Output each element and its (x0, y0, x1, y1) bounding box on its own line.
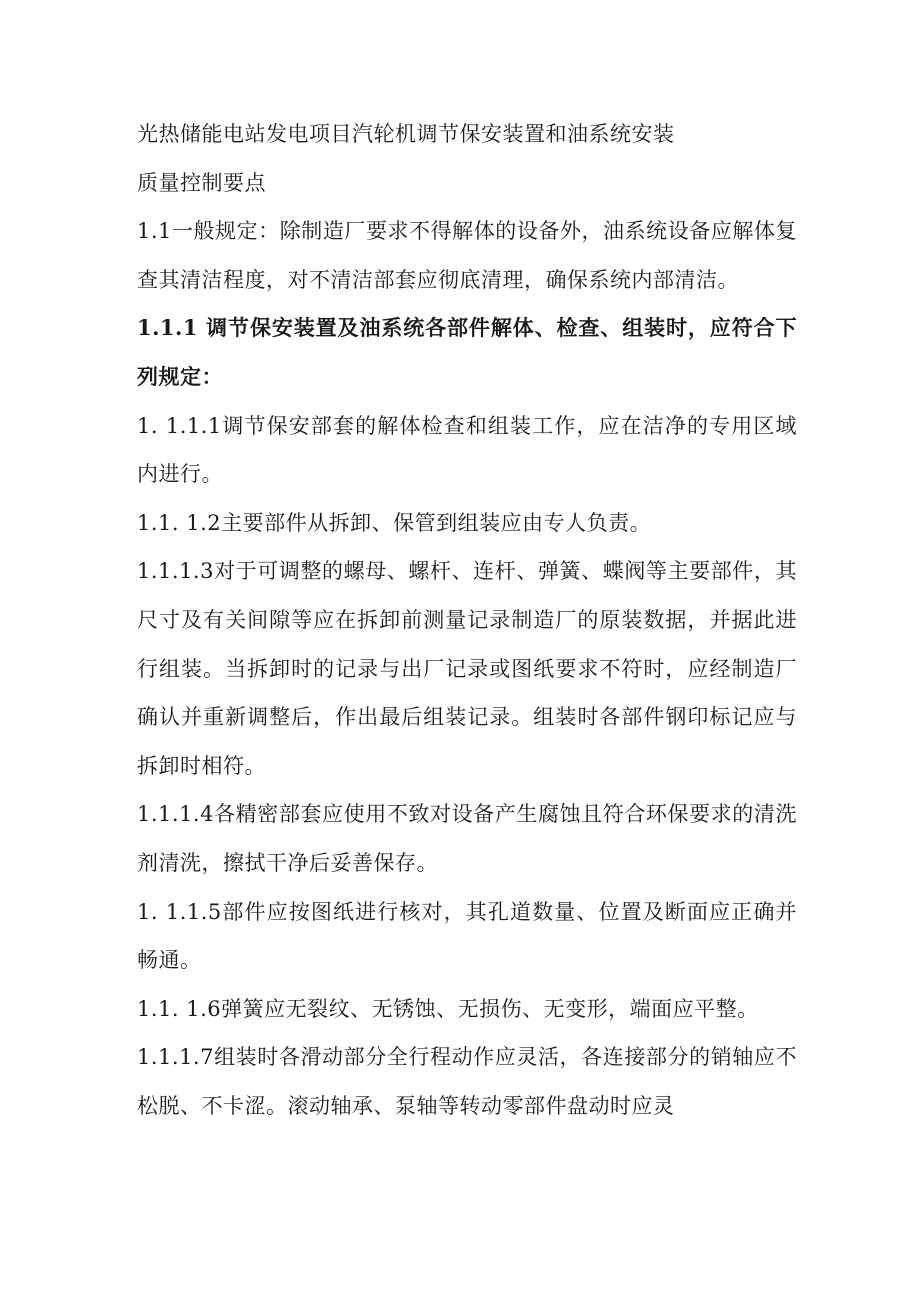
paragraph-1-1-1: 1.1.1 调节保安装置及油系统各部件解体、检查、组装时，应符合下列规定： (137, 315, 797, 389)
paragraph-1-1-1-5: 1. 1.1.5部件应按图纸进行核对，其孔道数量、位置及断面应正确并畅通。 (137, 899, 797, 973)
paragraph-1-1-general-rules: 1.1一般规定：除制造厂要求不得解体的设备外，油系统设备应解体复查其清洁程度，对不清洁部套应彻底清理，确保系统内部清洁。 (137, 219, 797, 292)
paragraph-1-1-1-1: 1. 1.1.1调节保安部套的解体检查和组装工作，应在洁净的专用区域内进行。 (137, 413, 797, 487)
paragraph-1-1-1-4: 1.1.1.4各精密部套应使用不致对设备产生腐蚀且符合环保要求的清洗剂清洗，擦拭干净后妥善保存。 (137, 802, 797, 875)
document-body (137, 110, 797, 1130)
paragraph-1-1-1-7: 1.1.1.7组装时各滑动部分全行程动作应灵活，各连接部分的销轴应不松脱、不卡涩。滚动轴承、泵轴等转动零部件盘动时应灵 (137, 1045, 797, 1118)
paragraph-1-1-1-6: 1.1. 1.6弹簧应无裂纹、无锈蚀、无损伤、无变形，端面应平整。 (137, 996, 759, 1021)
document-title-line-2: 质量控制要点 (137, 170, 266, 195)
document-title-line-1: 光热储能电站发电项目汽轮机调节保安装置和油系统安装 (137, 122, 675, 146)
paragraph-1-1-1-2: 1.1. 1.2主要部件从拆卸、保管到组装应由专人负责。 (137, 510, 652, 535)
paragraph-1-1-1-3: 1.1.1.3对于可调整的螺母、螺杆、连杆、弹簧、蝶阀等主要部件，其尺寸及有关间隙等应在拆卸前测量记录制造厂的原装数据，并据此进行组装。当拆卸时的记录与出厂记录或图纸要求不符时，应经制造厂确认并重新调整后，作出最后组装记录。组装时各部件钢印标记应与拆卸时相符。 (137, 559, 797, 778)
